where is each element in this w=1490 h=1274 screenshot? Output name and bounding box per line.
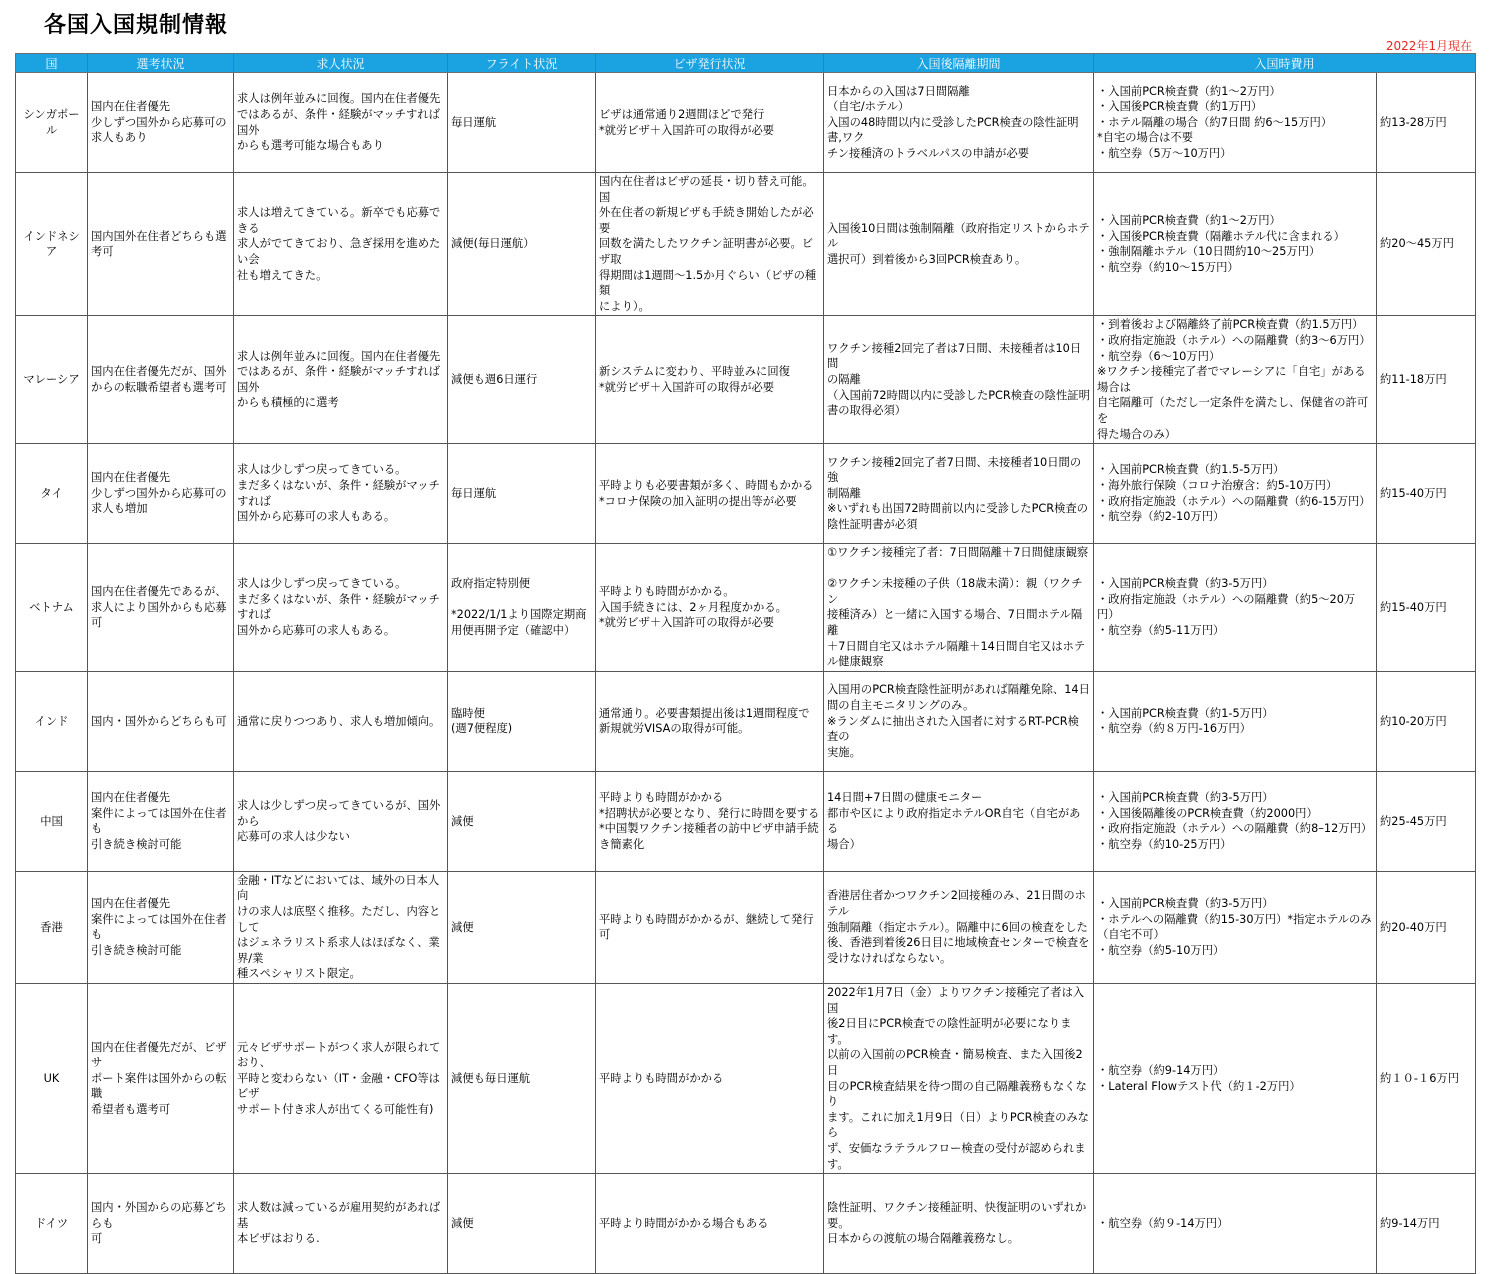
cell-line: 国外から応募可の求人もある。 [237,510,396,524]
selection-cell [88,984,234,1174]
cell-line: からの転職希望者も選考可 [91,380,227,394]
quarantine-cell [824,1174,1094,1274]
cost-items-cell [1094,871,1377,983]
cell-line: 入国手続きには、2ヶ月程度かかる。 [599,600,787,614]
table-row [16,173,1476,316]
cell-line: 求人は少しずつ戻ってきている。 [237,463,407,477]
table-header-row [16,54,1476,73]
cell-line: ・航空券（5万～10万円） [1097,146,1232,160]
selection-cell [88,771,234,871]
cell-line: 減便も毎日運航 [451,1071,531,1085]
cell-line: ・航空券（約5-10万円） [1097,944,1225,958]
cell-line: 香港居住者かつワクチン2回接種のみ、21日間のホテル [827,889,1086,919]
table-row [16,771,1476,871]
cell-line: ・ホテルへの隔離費（約15-30万円）*指定ホテルのみ [1097,912,1372,926]
cell-line: 減便も週6日運行 [451,372,538,386]
cell-line: 実施。 [827,745,861,759]
cell-line: *就労ビザ＋入国許可の取得が必要 [599,616,775,630]
quarantine-cell [824,871,1094,983]
cell-line: ・入国前PCR検査費（約1～2万円） [1097,213,1281,227]
cell-line: （入国前72時間以内に受診したPCR検査の陰性証明 [827,388,1090,402]
flight-cell [448,316,596,444]
cell-line: 希望者も選考可 [91,1102,171,1116]
cell-line: ポート案件は国外からの転職 [91,1071,227,1101]
jobs-cell [234,173,448,316]
cell-line: 平時よりも時間がかかる [599,1071,724,1085]
cell-line: 減便 [451,1216,474,1230]
cell-line: ではあるが、条件・経験がマッチすれば国外 [237,365,440,394]
cost-items-cell [1094,1174,1377,1274]
visa-cell [596,1174,824,1274]
flight-cell [448,544,596,672]
selection-cell [88,671,234,771]
cell-line: ・航空券（約10～15万円） [1097,260,1239,274]
country-cell: タイ [16,444,88,544]
table-row [16,544,1476,672]
cell-line: ・航空券（約9-14万円） [1097,1063,1225,1077]
cell-line: ※ランダムに抽出された入国者に対するRT-PCR検査の [827,714,1079,744]
cell-line: 通常通り。必要書類提出後は1週間程度で [599,706,810,720]
cell-line: *2022/1/1より国際定期商 [451,608,587,622]
cost-total-cell: 約10-20万円 [1377,671,1476,771]
selection-cell [88,173,234,316]
table-row [16,1174,1476,1274]
cell-line: 国内在住者はビザの延長・切り替え可能。国 [599,175,814,204]
cell-line: ・入国前PCR検査費（約3-5万円） [1097,791,1274,805]
cell-line: 入国後10日間は強制隔離（政府指定リストからホテル [827,221,1090,251]
cell-line: 国内在住者優先であるが、 [91,585,227,599]
cell-line: の隔離 [827,372,861,386]
cost-items-cell [1094,73,1377,173]
visa-cell [596,984,824,1174]
cell-line: 引き続き検討可能 [91,837,182,851]
jobs-cell [234,771,448,871]
cell-line: により）。 [599,299,650,313]
selection-cell [88,73,234,173]
visa-cell [596,73,824,173]
cell-line: 応募可の求人は少ない [237,830,350,844]
country-cell: インドネシア [16,173,88,316]
flight-cell [448,671,596,771]
cell-line: 後、香港到着後26日目に地域検査センターで検査を [827,936,1090,950]
cell-line: ・航空券（約5-11万円） [1097,624,1225,638]
cell-line: 国内在住者優先 [91,791,171,805]
cell-line: 引き続き検討可能 [91,944,182,958]
table-row [16,316,1476,444]
cell-line: ・到着後および隔離終了前PCR検査費（約1.5万円） [1097,318,1364,332]
quarantine-cell [824,316,1094,444]
cell-line: *自宅の場合は不要 [1097,131,1194,145]
header-country: 国 [16,54,88,73]
cell-line: からも積極的に選考 [237,396,339,410]
selection-cell [88,444,234,544]
cell-line: 間の自主モニタリングのみ。 [827,698,975,712]
cell-line: 制隔離 [827,486,861,500]
jobs-cell [234,671,448,771]
visa-cell [596,671,824,771]
cell-line: 受けなければならない。 [827,951,952,965]
cost-total-cell: 約15-40万円 [1377,544,1476,672]
cell-line: 案件によっては国外在住者も [91,806,227,836]
cell-line: 回数を満たしたワクチン証明書が必要。ビザ取 [599,237,814,266]
cell-line: ・航空券（6～10万円） [1097,349,1221,363]
cell-line: き簡素化 [599,837,645,851]
as-of-date: 2022年1月現在 [1385,39,1472,53]
cell-line: 求人は例年並みに回復。国内在住者優先 [237,349,441,363]
selection-cell [88,1174,234,1274]
jobs-cell [234,871,448,983]
cell-line: 外在住者の新規ビザも手続き開始したが必要 [599,206,814,235]
cost-items-cell [1094,444,1377,544]
cell-line: 平時よりも時間がかかるが、継続して発行可 [599,912,814,942]
header-entry-cost: 入国時費用 [1094,54,1476,73]
cell-line: *コロナ保険の加入証明の提出等が必要 [599,494,797,508]
cell-line: 考可 [91,245,114,259]
cell-line: ル健康観察 [827,655,884,669]
visa-cell [596,771,824,871]
cell-line: *中国製ワクチン接種者の訪中ビザ申請手続 [599,822,819,836]
cost-items-cell [1094,544,1377,672]
cell-line: 通常に戻りつつあり、求人も増加傾向。 [237,714,441,728]
jobs-cell [234,544,448,672]
jobs-cell [234,316,448,444]
cell-line: ・政府指定施設（ホテル）への隔離費（約3～6万円） [1097,333,1371,347]
cell-line: 案件によっては国外在住者も [91,912,227,942]
cell-line: ます。これに加え1月9日（日）よりPCR検査のみなら [827,1110,1089,1140]
cell-line: ・入国後隔離後のPCR検査費（約2000円） [1097,806,1318,820]
country-cell: インド [16,671,88,771]
jobs-cell [234,444,448,544]
flight-cell [448,771,596,871]
cell-line: 金融・ITなどにおいては、域外の日本人向 [237,873,440,903]
entry-regulation-table [15,53,1476,1274]
page-title: 各国入国規制情報 [44,13,229,38]
visa-cell [596,173,824,316]
cell-line: 国内在住者優先だが、ビザサ [91,1040,227,1070]
cell-line: 目のPCR検査結果を待つ間の自己隔離義務もなくなり [827,1079,1087,1109]
cell-line: 求人数は減っているが雇用契約があれば基 [237,1201,441,1230]
cell-line: 新規就労VISAの取得が可能。 [599,722,750,736]
header-flight: フライト状況 [448,54,596,73]
table-row [16,671,1476,771]
cell-line: 減便 [451,920,474,934]
cell-line: ・ホテル隔離の場合（約7日間 約6～15万円） [1097,115,1333,129]
jobs-cell [234,1174,448,1274]
cell-line [451,592,592,608]
cell-line: 日本からの入国は7日間隔離 [827,84,970,98]
cell-line: 入国用のPCR検査陰性証明があれば隔離免除、14日 [827,683,1090,697]
cell-line: 2022年1月7日（金）よりワクチン接種完了者は入国 [827,986,1085,1015]
header-visa: ビザ発行状況 [596,54,824,73]
cell-line: ・航空券（約９-14万円） [1097,1216,1229,1230]
cell-line: 選択可）到着後から3回PCR検査あり。 [827,252,1027,266]
cell-line: 政府指定特別便 [451,577,531,591]
table-row [16,444,1476,544]
flight-cell [448,984,596,1174]
cell-line: チン接種済のトラベルパスの申請が必要 [827,146,1029,160]
cell-line: ワクチン接種2回完了者7日間、未接種者10日間の強 [827,455,1082,485]
quarantine-cell [824,671,1094,771]
cell-line: 後2日目にPCR検査での陰性証明が必要になります。 [827,1017,1072,1046]
cell-line: 以前の入国前のPCR検査・簡易検査、また入国後2日 [827,1048,1083,1077]
cell-line: 入国の48時間以内に受診したPCR検査の陰性証明書,ワク [827,115,1079,145]
cell-line: 求人は増えてきている。新卒でも応募できる [237,206,441,235]
cell-line: ・入国前PCR検査費（約1.5-5万円） [1097,463,1285,477]
cell-line: 陰性証明書が必須 [827,517,918,531]
country-cell: シンガポール [16,73,88,173]
cell-line: （自宅不可） [1097,928,1165,942]
cell-line: 強制隔離（指定ホテル）。隔離中に6回の検査をした [827,920,1088,934]
cell-line: ・海外旅行保険（コロナ治療含：約5-10万円） [1097,479,1338,492]
table-body [16,73,1476,1274]
cell-line: 平時よりも時間がかかる [599,791,724,805]
cost-total-cell: 約13-28万円 [1377,73,1476,173]
cell-line: 減便(毎日運航） [451,237,535,251]
flight-cell [448,871,596,983]
cell-line: 可 [91,1232,103,1246]
table-row [16,984,1476,1174]
cell-line: 平時と変わらない（IT・金融・CFO等はビザ [237,1071,440,1101]
cell-line: *就労ビザ＋入国許可の取得が必要 [599,380,775,394]
cell-line: ・航空券（約2-10万円） [1097,510,1225,524]
header-quarantine: 入国後隔離期間 [824,54,1094,73]
cell-line: 14日間+7日間の健康モニター [827,791,983,805]
cell-line: 円） [1097,608,1120,622]
cell-line: ・入国後PCR検査費（隔離ホテル代に含まれる） [1097,229,1345,243]
cell-line: ・入国前PCR検査費（約3-5万円） [1097,577,1274,591]
cell-line: 陰性証明、ワクチン接種証明、快復証明のいずれか要。 [827,1201,1087,1230]
country-cell: UK [16,984,88,1174]
cost-total-cell: 約9-14万円 [1377,1174,1476,1274]
selection-cell [88,316,234,444]
cell-line: ②ワクチン未接種の子供（18歳未満）：親（ワクチン [827,577,1083,606]
cost-total-cell: 約11-18万円 [1377,316,1476,444]
cell-line: 平時よりも時間がかかる。 [599,585,735,599]
cost-total-cell: 約25-45万円 [1377,771,1476,871]
header-jobs: 求人状況 [234,54,448,73]
cell-line: まだ多くはないが、条件・経験がマッチすれば [237,479,440,508]
cell-line: 種スペシャリスト限定。 [237,967,361,981]
cost-total-cell: 約20～45万円 [1377,173,1476,316]
cell-line: 接種済み）と一緒に入国する場合、7日間ホテル隔離 [827,608,1083,638]
cell-line: サポート付き求人が出てくる可能性有) [237,1102,434,1116]
cell-line: 国内・国外からどちらも可 [91,714,227,728]
cell-line: 毎日運航 [451,115,497,129]
cell-line: 新システムに変わり、平時並みに回復 [599,365,790,379]
cell-line: 減便 [451,814,474,828]
cell-line: ・入国前PCR検査費（約3-5万円） [1097,897,1274,911]
cell-line: ビザは通常通り2週間ほどで発行 [599,107,765,121]
cell-line: 求人は少しずつ戻ってきている。 [237,577,407,591]
cell-line: ・政府指定施設（ホテル）への隔離費（約6-15万円） [1097,494,1371,508]
cell-line: ・強制隔離ホテル（10日間約10～25万円） [1097,245,1321,259]
cost-items-cell [1094,173,1377,316]
cell-line: 得期間は1週間～1.5か月ぐらい（ビザの種類 [599,268,817,298]
cell-line: 国内在住者優先だが、国外 [91,365,227,379]
table-row [16,73,1476,173]
cell-line: 国外から応募可の求人もある。 [237,624,396,638]
cell-line: ワクチン接種2回完了者は7日間、未接種者は10日間 [827,341,1082,371]
cell-line: ＋7日間自宅又はホテル隔離＋14日間自宅又はホテ [827,639,1086,653]
quarantine-cell [824,544,1094,672]
cell-line: はジェネラリスト系求人はほぼなく、業界/業 [237,936,440,965]
cell-line: ・政府指定施設（ホテル）への隔離費（約5～20万 [1097,592,1356,606]
cell-line: 書の取得必須） [827,404,907,418]
cell-line: 求人は少しずつ戻ってきているが、国外から [237,798,441,828]
quarantine-cell [824,771,1094,871]
cell-line: （自宅/ホテル） [827,100,910,114]
visa-cell [596,444,824,544]
cell-line: けの求人は底堅く推移。ただし、内容として [237,905,441,934]
cell-line: 毎日運航 [451,486,497,500]
cell-line: 社も増えてきた。 [237,268,328,282]
jobs-cell [234,73,448,173]
cost-items-cell [1094,771,1377,871]
cell-line: 求人も増加 [91,502,148,516]
cost-items-cell [1094,316,1377,444]
cost-total-cell: 約20-40万円 [1377,871,1476,983]
quarantine-cell [824,984,1094,1174]
cell-line: ・入国後PCR検査費（約1万円） [1097,100,1263,114]
header-selection: 選考状況 [88,54,234,73]
cell-line: ・入国前PCR検査費（約1～2万円） [1097,84,1281,98]
selection-cell [88,544,234,672]
cell-line: 本ビザはおりる. [237,1232,320,1246]
cell-line: 平時よりも必要書類が多く、時間もかかる [599,479,814,492]
cell-line: 国内在住者優先 [91,471,171,485]
selection-cell [88,871,234,983]
cell-line: 場合） [827,837,861,851]
cell-line: 自宅隔離可（ただし一定条件を満たし、保健省の許可を [1097,396,1369,425]
cell-line: ・Lateral Flowテスト代（約１-2万円） [1097,1079,1301,1093]
cost-total-cell: 約１０-１6万円 [1377,984,1476,1174]
cell-line: ・政府指定施設（ホテル）への隔離費（約8–12万円） [1097,822,1373,836]
cell-line: 国内国外在住者どちらも選 [91,229,227,243]
visa-cell [596,316,824,444]
cost-items-cell [1094,671,1377,771]
flight-cell [448,444,596,544]
flight-cell [448,1174,596,1274]
cost-total-cell: 約15-40万円 [1377,444,1476,544]
cell-line: 国内在住者優先 [91,100,171,114]
cell-line: まだ多くはないが、条件・経験がマッチすれば [237,592,440,622]
cell-line: 都市や区により政府指定ホテルOR自宅（自宅がある [827,806,1081,836]
quarantine-cell [824,173,1094,316]
quarantine-cell [824,73,1094,173]
cell-line: ず、安価なラテラルフロー検査の受付が認められます。 [827,1141,1086,1171]
country-cell: 香港 [16,871,88,983]
quarantine-cell [824,444,1094,544]
country-cell: マレーシア [16,316,88,444]
cell-line: ※ワクチン接種完了者でマレーシアに「自宅」がある場合は [1097,365,1366,394]
cost-items-cell [1094,984,1377,1174]
cell-line: からも選考可能な場合もあり [237,139,384,153]
cell-line: ・入国前PCR検査費（約1-5万円） [1097,706,1274,720]
cell-line: ではあるが、条件・経験がマッチすれば国外 [237,107,440,137]
cell-line: 平時より時間がかかる場合もある [599,1216,769,1230]
cell-line: *就労ビザ＋入国許可の取得が必要 [599,123,775,137]
cell-line: 求人により国外からも応募可 [91,600,227,630]
cell-line: 求人は例年並みに回復。国内在住者優先 [237,92,441,106]
cell-line: 求人もあり [91,131,148,145]
cell-line: 日本からの渡航の場合隔離義務なし。 [827,1232,1020,1246]
cell-line: 用便再開予定（確認中） [451,624,576,638]
visa-cell [596,544,824,672]
cell-line: ・航空券（約10-25万円） [1097,837,1232,851]
cell-line: 少しずつ国外から応募可の [91,486,227,500]
cell-line: 得た場合のみ） [1097,427,1177,441]
country-cell: 中国 [16,771,88,871]
cell-line: (週7便程度) [451,722,513,736]
cell-line: 求人がでてきており、急ぎ採用を進めたい会 [237,237,441,266]
cell-line: 元々ビザサポートがつく求人が限られており、 [237,1040,441,1070]
table-row [16,871,1476,983]
cell-line: 国内・外国からの応募どちらも [91,1201,227,1230]
cell-line: 少しずつ国外から応募可の [91,115,227,129]
cell-line: 臨時便 [451,706,485,720]
jobs-cell [234,984,448,1174]
visa-cell [596,871,824,983]
cell-line [827,561,1090,577]
flight-cell [448,73,596,173]
flight-cell [448,173,596,316]
country-cell: ベトナム [16,544,88,672]
cell-line: 国内在住者優先 [91,897,171,911]
cell-line: ※いずれも出国72時間前以内に受診したPCR検査の [827,502,1089,516]
cell-line: *招聘状が必要となり、発行に時間を要する [599,806,820,820]
country-cell: ドイツ [16,1174,88,1274]
cell-line: ①ワクチン接種完了者：7日間隔離＋7日間健康観察 [827,546,1089,560]
cell-line: ・航空券（約８万円-16万円） [1097,722,1252,736]
